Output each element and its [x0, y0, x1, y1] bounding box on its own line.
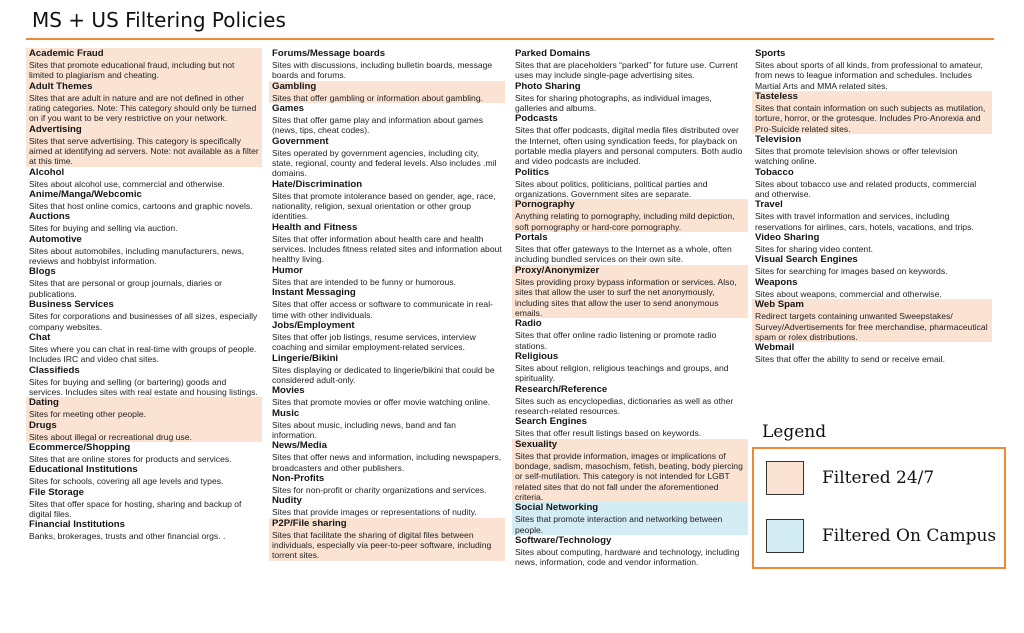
category-name: Jobs/Employment: [272, 319, 355, 331]
category-description: Anything relating to pornography, including mild depiction, soft pornography or hard-core pornography.: [515, 211, 735, 232]
category-entry: [512, 351, 748, 384]
category-entry: [752, 199, 992, 232]
category-description: Banks, brokerages, trusts and other financial orgs. .: [29, 531, 226, 542]
category-entry: [26, 266, 262, 299]
category-description: Sites that promote intolerance based on gender, age, race, nationality, religion, sexual orientation or other group identities.: [272, 190, 496, 222]
category-entry: [26, 167, 262, 189]
legend-label: Filtered 24/7: [822, 468, 935, 488]
category-entry: [752, 48, 992, 91]
category-description: Sites providing proxy bypass information or services. Also, sites that allow the user to surf the net anonymously, including sites that allow the user to send anonymous emails.: [515, 276, 737, 318]
category-description: Sites that promote movies or offer movie watching online.: [272, 397, 491, 408]
category-entry: [752, 342, 992, 364]
category-entry: [269, 473, 505, 495]
category-name: Instant Messaging: [272, 287, 356, 299]
category-name: Sports: [755, 48, 786, 59]
category-description: Sites that offer result listings based on keywords.: [515, 428, 702, 439]
category-name: Automotive: [29, 233, 82, 245]
category-description: Sites about music, including news, band and fan information.: [272, 419, 456, 440]
category-description: Sites that host online comics, cartoons and graphic novels.: [29, 201, 253, 212]
category-name: Non-Profits: [272, 472, 325, 484]
category-description: Sites that provide information, images or implications of bondage, sadism, masochism, fetish, beating, body piercing or self-mutilation. This category is not intended for LGBT related sites that do not fall under the aforementioned criteria.: [515, 450, 743, 502]
category-description: Sites about sports of all kinds, from professional to amateur, from news to league information and schedules. Includes Martial Arts and MMA related sites.: [755, 60, 983, 91]
category-entry: [26, 365, 262, 398]
category-name: Anime/Manga/Webcomic: [29, 189, 142, 201]
category-entry: [512, 199, 748, 232]
category-description: Sites that are placeholders “parked” for future use. Current uses may include single-page advertising sites.: [515, 60, 738, 81]
category-name: Classifieds: [29, 364, 80, 376]
category-entry: [269, 518, 505, 561]
category-description: Sites about weapons, commercial and otherwise.: [755, 288, 942, 299]
category-entry: [26, 299, 262, 332]
category-entry: [512, 265, 748, 318]
category-entry: [269, 287, 505, 320]
category-entry: [512, 113, 748, 166]
category-entry: [512, 416, 748, 438]
category-name: Portals: [515, 232, 548, 244]
category-entry: [512, 384, 748, 417]
category-description: Sites that offer job listings, resume services, interview coaching and similar employment-related services.: [272, 331, 476, 353]
category-entry: [752, 299, 992, 342]
category-entry: [26, 397, 262, 419]
category-description: Sites displaying or dedicated to lingerie/bikini that could be considered adult-only.: [272, 364, 495, 385]
category-description: Sites for meeting other people.: [29, 409, 147, 420]
category-description: Sites about computing, hardware and technology, including news, information, code and vendor information.: [515, 547, 740, 568]
category-name: P2P/File sharing: [272, 517, 347, 529]
category-entry: [512, 232, 748, 265]
category-entry: [26, 464, 262, 486]
legend-item-filtered-24-7: [766, 461, 934, 495]
category-description: Sites with travel information and services, including reservations for airlines, cars, hotels, vacations, and trips.: [755, 211, 974, 232]
category-entry: [752, 254, 992, 276]
category-description: Sites about alcohol use, commercial and otherwise.: [29, 178, 225, 189]
category-description: Sites that offer podcasts, digital media files distributed over the Internet, often using syndication feeds, for playback on portable media players and personal computers. Both audio and video podcasts are included.: [515, 125, 743, 167]
category-name: Research/Reference: [515, 383, 608, 395]
category-description: Sites for sharing video content.: [755, 244, 873, 255]
category-name: Auctions: [29, 211, 71, 223]
category-entry: [26, 332, 262, 365]
category-entry: [269, 179, 505, 222]
category-description: Sites about automobiles, including manufacturers, news, reviews and hobbyist information.: [29, 245, 244, 267]
category-description: Sites that promote television shows or offer television watching online.: [755, 146, 958, 167]
category-entry: [752, 91, 992, 134]
category-description: Sites that are online stores for products and services.: [29, 453, 232, 464]
category-entry: [269, 440, 505, 473]
category-entry: [26, 519, 262, 541]
category-name: Gambling: [272, 80, 317, 92]
category-description: Sites for corporations and businesses of all sizes, especially company websites.: [29, 311, 258, 332]
category-entry: [26, 234, 262, 267]
category-name: Travel: [755, 199, 783, 211]
category-name: Games: [272, 103, 304, 115]
category-name: Parked Domains: [515, 48, 591, 59]
category-name: Alcohol: [29, 166, 65, 178]
category-description: Redirect targets containing unwanted Sweepstakes/ Survey/Advertisements for free merchandise, pharmaceutical spam or rolex distributions.: [755, 311, 988, 342]
category-description: Sites for buying and selling (or bartering) goods and services. Includes sites with real estate and housing listings.: [29, 376, 258, 397]
category-description: Sites that are intended to be funny or humorous.: [272, 276, 456, 287]
category-column-1: [26, 48, 262, 542]
page-title: MS + US Filtering Policies: [32, 8, 286, 32]
category-name: Video Sharing: [755, 232, 820, 244]
category-description: Sites that offer game play and information about games (news, tips, cheat codes).: [272, 115, 483, 136]
category-name: News/Media: [272, 440, 327, 452]
category-name: Chat: [29, 331, 51, 343]
category-name: Financial Institutions: [29, 519, 125, 531]
category-description: Sites for buying and selling via auction.: [29, 223, 178, 234]
category-entry: [269, 265, 505, 287]
category-name: Politics: [515, 166, 550, 178]
category-entry: [269, 495, 505, 517]
category-name: Government: [272, 135, 329, 147]
category-name: Television: [755, 134, 802, 146]
category-description: Sites that are personal or group journals, diaries or publications.: [29, 278, 222, 299]
category-description: Sites that offer space for hosting, sharing and backup of digital files.: [29, 498, 242, 519]
category-entry: [26, 189, 262, 211]
category-column-4: [752, 48, 992, 365]
category-entry: [26, 487, 262, 520]
legend-swatch-filtered-on-campus: [766, 519, 804, 553]
category-name: Web Spam: [755, 299, 804, 311]
category-name: Adult Themes: [29, 80, 93, 92]
category-entry: [269, 408, 505, 441]
category-entry: [752, 277, 992, 299]
category-name: Drugs: [29, 419, 57, 431]
category-name: Sexuality: [515, 438, 558, 450]
category-name: Blogs: [29, 266, 56, 278]
category-name: Webmail: [755, 342, 795, 354]
legend-heading: Legend: [762, 422, 827, 442]
category-entry: [512, 81, 748, 114]
category-description: Sites that serve advertising. This category is specifically aimed at identifying ad servers. Note: not available as a filter at this time.: [29, 135, 259, 167]
category-description: Sites about politics, politicians, political parties and organizations. Government sites are separate.: [515, 178, 708, 200]
category-description: Sites with discussions, including bulletin boards, message boards and forums.: [272, 60, 493, 81]
category-entry: [26, 420, 262, 442]
category-entry: [512, 318, 748, 351]
category-name: Photo Sharing: [515, 80, 581, 92]
category-name: Music: [272, 407, 300, 419]
category-entry: [512, 48, 748, 81]
category-name: Health and Fitness: [272, 221, 358, 233]
category-description: Sites operated by government agencies, including city, state, regional, county and federal levels. Also includes .mil domains.: [272, 147, 497, 179]
category-description: Sites that facilitate the sharing of digital files between individuals, especially via peer-to-peer software, including torrent sites.: [272, 529, 492, 561]
legend-swatch-filtered-24-7: [766, 461, 804, 495]
category-description: Sites that offer gambling or information about gambling.: [272, 92, 483, 103]
category-name: Software/Technology: [515, 535, 612, 546]
category-name: Forums/Message boards: [272, 48, 386, 59]
category-description: Sites that contain information on such subjects as mutilation, torture, horror, or the grotesque. Includes Pro-Anorexia and Pro-Suicide related sites.: [755, 103, 986, 134]
category-name: Educational Institutions: [29, 464, 138, 476]
category-name: Dating: [29, 397, 59, 409]
category-entry: [512, 502, 748, 535]
category-entry: [512, 439, 748, 503]
category-description: Sites that offer access or software to communicate in real-time with other individuals.: [272, 299, 493, 320]
category-name: Tobacco: [755, 166, 794, 178]
category-entry: [269, 320, 505, 353]
category-name: Hate/Discrimination: [272, 178, 363, 190]
category-name: Tasteless: [755, 91, 799, 103]
category-description: Sites that offer online radio listening or promote radio stations.: [515, 330, 717, 351]
category-name: Visual Search Engines: [755, 254, 858, 266]
category-name: Movies: [272, 385, 305, 397]
category-name: Social Networking: [515, 502, 599, 514]
category-name: Search Engines: [515, 416, 587, 428]
category-description: Sites that are adult in nature and are not defined in other rating categories. Note: This category should only be turned on if you want to be very restrictive on your network.: [29, 92, 257, 124]
category-description: Sites that offer news and information, including newspapers, broadcasters and other publishers.: [272, 452, 502, 473]
category-description: Sites such as encyclopedias, dictionaries as well as other research-related resources.: [515, 395, 734, 416]
category-description: Sites that offer information about health care and health services. Includes fitness related sites and information about healthy living.: [272, 233, 502, 265]
category-description: Sites that promote educational fraud, including but not limited to plagiarism and cheating.: [29, 60, 235, 81]
category-name: Humor: [272, 264, 303, 276]
category-description: Sites about tobacco use and related products, commercial and otherwise.: [755, 178, 977, 200]
category-entry: [752, 134, 992, 167]
category-name: Radio: [515, 318, 542, 330]
legend-label: Filtered On Campus: [822, 526, 997, 546]
category-description: Sites that promote interaction and networking between people.: [515, 514, 723, 535]
category-description: Sites for searching for images based on keywords.: [755, 266, 948, 277]
category-description: Sites for non-profit or charity organizations and services.: [272, 484, 487, 495]
category-entry: [26, 211, 262, 233]
category-entry: [752, 167, 992, 200]
category-description: Sites about illegal or recreational drug use.: [29, 431, 192, 442]
category-description: Sites about religion, religious teachings and groups, and spirituality.: [515, 362, 729, 384]
category-description: Sites that provide images or representations of nudity.: [272, 507, 477, 518]
category-entry: [269, 136, 505, 179]
category-description: Sites for schools, covering all age levels and types.: [29, 476, 224, 487]
legend-box: [752, 447, 1006, 569]
category-column-2: [269, 48, 505, 561]
category-description: Sites where you can chat in real-time with groups of people. Includes IRC and video chat sites.: [29, 343, 257, 365]
title-divider: [26, 38, 994, 40]
category-entry: [26, 48, 262, 81]
category-name: Proxy/Anonymizer: [515, 264, 600, 276]
category-name: File Storage: [29, 486, 84, 498]
category-description: Sites that offer gateways to the Internet as a whole, often including bundled services on their own site.: [515, 244, 732, 265]
category-entry: [269, 385, 505, 407]
category-entry: [752, 232, 992, 254]
category-name: Ecommerce/Shopping: [29, 441, 131, 453]
category-entry: [269, 81, 505, 103]
category-column-3: [512, 48, 748, 568]
legend-item-filtered-on-campus: [766, 519, 996, 553]
category-entry: [269, 353, 505, 386]
category-name: Religious: [515, 350, 559, 362]
category-entry: [512, 167, 748, 200]
category-name: Lingerie/Bikini: [272, 352, 339, 364]
category-name: Business Services: [29, 299, 114, 311]
category-name: Academic Fraud: [29, 48, 104, 59]
category-entry: [26, 81, 262, 124]
category-description: Sites that offer the ability to send or receive email.: [755, 354, 945, 365]
category-name: Weapons: [755, 276, 798, 288]
category-entry: [269, 48, 505, 81]
category-name: Podcasts: [515, 113, 558, 125]
category-entry: [269, 222, 505, 265]
category-entry: [269, 103, 505, 136]
category-entry: [512, 535, 748, 568]
category-name: Nudity: [272, 495, 302, 507]
category-entry: [26, 442, 262, 464]
category-description: Sites for sharing photographs, as individual images, galleries and albums.: [515, 92, 712, 114]
category-name: Pornography: [515, 199, 575, 211]
category-entry: [26, 124, 262, 167]
category-name: Advertising: [29, 123, 82, 135]
